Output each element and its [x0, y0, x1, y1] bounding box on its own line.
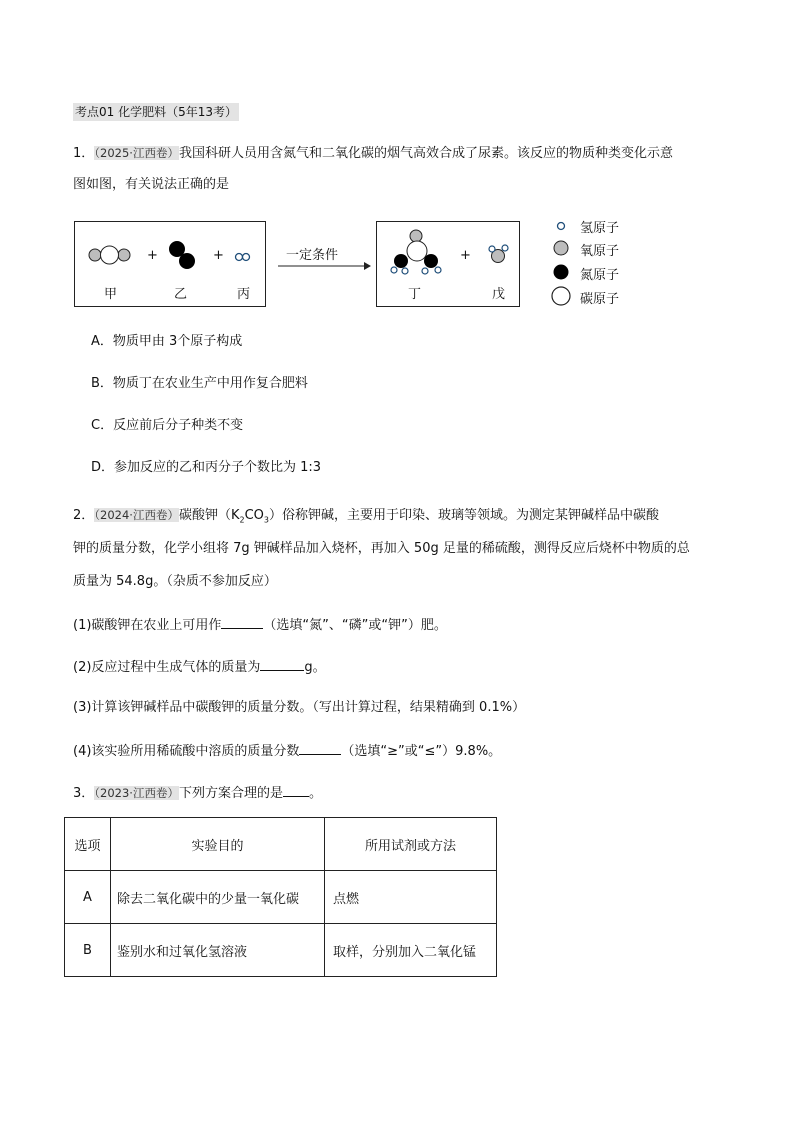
legend-carbon-symbol	[552, 287, 570, 305]
question-stem: 下列方案合理的是	[178, 786, 283, 801]
options-table	[64, 817, 497, 977]
sub-question-4	[73, 741, 501, 761]
sub-question-text: (2)反应过程中生成气体的质量为	[73, 660, 261, 675]
label-wu: 戊	[492, 287, 506, 302]
table-cell: A	[64, 870, 111, 924]
label-ding: 丁	[408, 287, 422, 302]
legend-carbon-label: 碳原子	[580, 292, 620, 307]
legend-nitrogen-label: 氮原子	[580, 268, 620, 283]
table-cell: 取样，分别加入二氧化锰	[324, 923, 497, 977]
section-title: 考点01 化学肥料（5年13考）	[75, 105, 237, 119]
option-d: D．参加反应的乙和丙分子个数比为 1:3	[91, 460, 322, 475]
label-jia: 甲	[104, 287, 118, 302]
question-text: ）俗称钾碱，主要用于印染、玻璃等领域。为测定某钾碱样品中碳酸	[268, 508, 659, 523]
question-2-line3: 质量为 54.8g。（杂质不参加反应）	[73, 574, 277, 589]
molecule-jia	[89, 246, 130, 264]
plus-1: +	[147, 248, 158, 263]
molecule-yi	[170, 242, 195, 269]
sub-question-text: (4)该实验所用稀硫酸中溶质的质量分数	[73, 744, 300, 759]
subscript: 3	[263, 515, 269, 525]
question-number: 2．	[73, 508, 95, 523]
answer-blank[interactable]	[283, 783, 309, 797]
table-header-cell: 选项	[64, 817, 111, 871]
molecule-bing	[236, 254, 250, 261]
question-number: 3．	[73, 786, 95, 801]
question-stem: 我国科研人员用含氮气和二氧化碳的烟气高效合成了尿素。该反应的物质种类变化示意	[178, 146, 673, 161]
question-2-line2: 钾的质量分数，化学小组将 7g 钾碱样品加入烧杯，再加入 50g 足量的稀硫酸，测得反应后烧杯中物质的总	[73, 541, 690, 556]
sub-question-2	[73, 657, 326, 677]
answer-blank[interactable]	[299, 741, 341, 755]
table-cell: 鉴别水和过氧化氢溶液	[110, 923, 325, 977]
question-source: （2024·江西卷）	[94, 508, 179, 522]
sub-question-text: （选填“≥”或“≤”）9.8%。	[341, 744, 502, 759]
reaction-svg	[74, 220, 634, 310]
question-source: （2025·江西卷）	[94, 146, 179, 160]
question-number: 1．	[73, 146, 95, 161]
legend-oxygen-label: 氧原子	[580, 244, 620, 259]
option-b: B．物质丁在农业生产中用作复合肥料	[91, 376, 308, 391]
plus-2: +	[213, 248, 224, 263]
sub-question-text: g。	[304, 660, 326, 675]
question-3-line1	[73, 783, 322, 803]
question-1-line1	[73, 144, 673, 163]
table-cell: B	[64, 923, 111, 977]
table-header-cell: 所用试剂或方法	[324, 817, 497, 871]
legend-nitrogen-symbol	[554, 265, 569, 280]
answer-blank[interactable]	[221, 615, 263, 629]
reaction-diagram	[74, 220, 634, 310]
sub-question-text: (1)碳酸钾在农业上可用作	[73, 618, 222, 633]
sub-question-text: （选填“氮”、“磷”或“钾”）肥。	[263, 618, 447, 633]
legend-oxygen-symbol	[554, 241, 568, 255]
table-cell: 点燃	[324, 870, 497, 924]
legend-hydrogen-label: 氢原子	[580, 221, 620, 236]
subscript: 2	[239, 515, 245, 525]
question-2-line1	[73, 506, 659, 530]
label-bing: 丙	[237, 287, 251, 302]
option-a: A．物质甲由 3个原子构成	[91, 334, 243, 349]
legend-hydrogen-symbol	[558, 223, 565, 230]
option-c: C．反应前后分子种类不变	[91, 418, 244, 433]
sub-question-3: (3)计算该钾碱样品中碳酸钾的质量分数。（写出计算过程，结果精确到 0.1%）	[73, 700, 526, 715]
label-yi: 乙	[174, 287, 188, 302]
plus-3: +	[460, 248, 471, 263]
question-stem: 。	[308, 786, 322, 801]
question-text: 碳酸钾（K	[178, 508, 240, 523]
reaction-condition: 一定条件	[286, 248, 339, 263]
question-source: （2023·江西卷）	[94, 786, 179, 800]
table-header-cell: 实验目的	[110, 817, 325, 871]
sub-question-1	[73, 615, 447, 635]
question-1-line2: 图如图，有关说法正确的是	[73, 177, 230, 192]
answer-blank[interactable]	[260, 657, 304, 671]
question-text: CO	[244, 508, 264, 523]
table-cell: 除去二氧化碳中的少量一氧化碳	[110, 870, 325, 924]
